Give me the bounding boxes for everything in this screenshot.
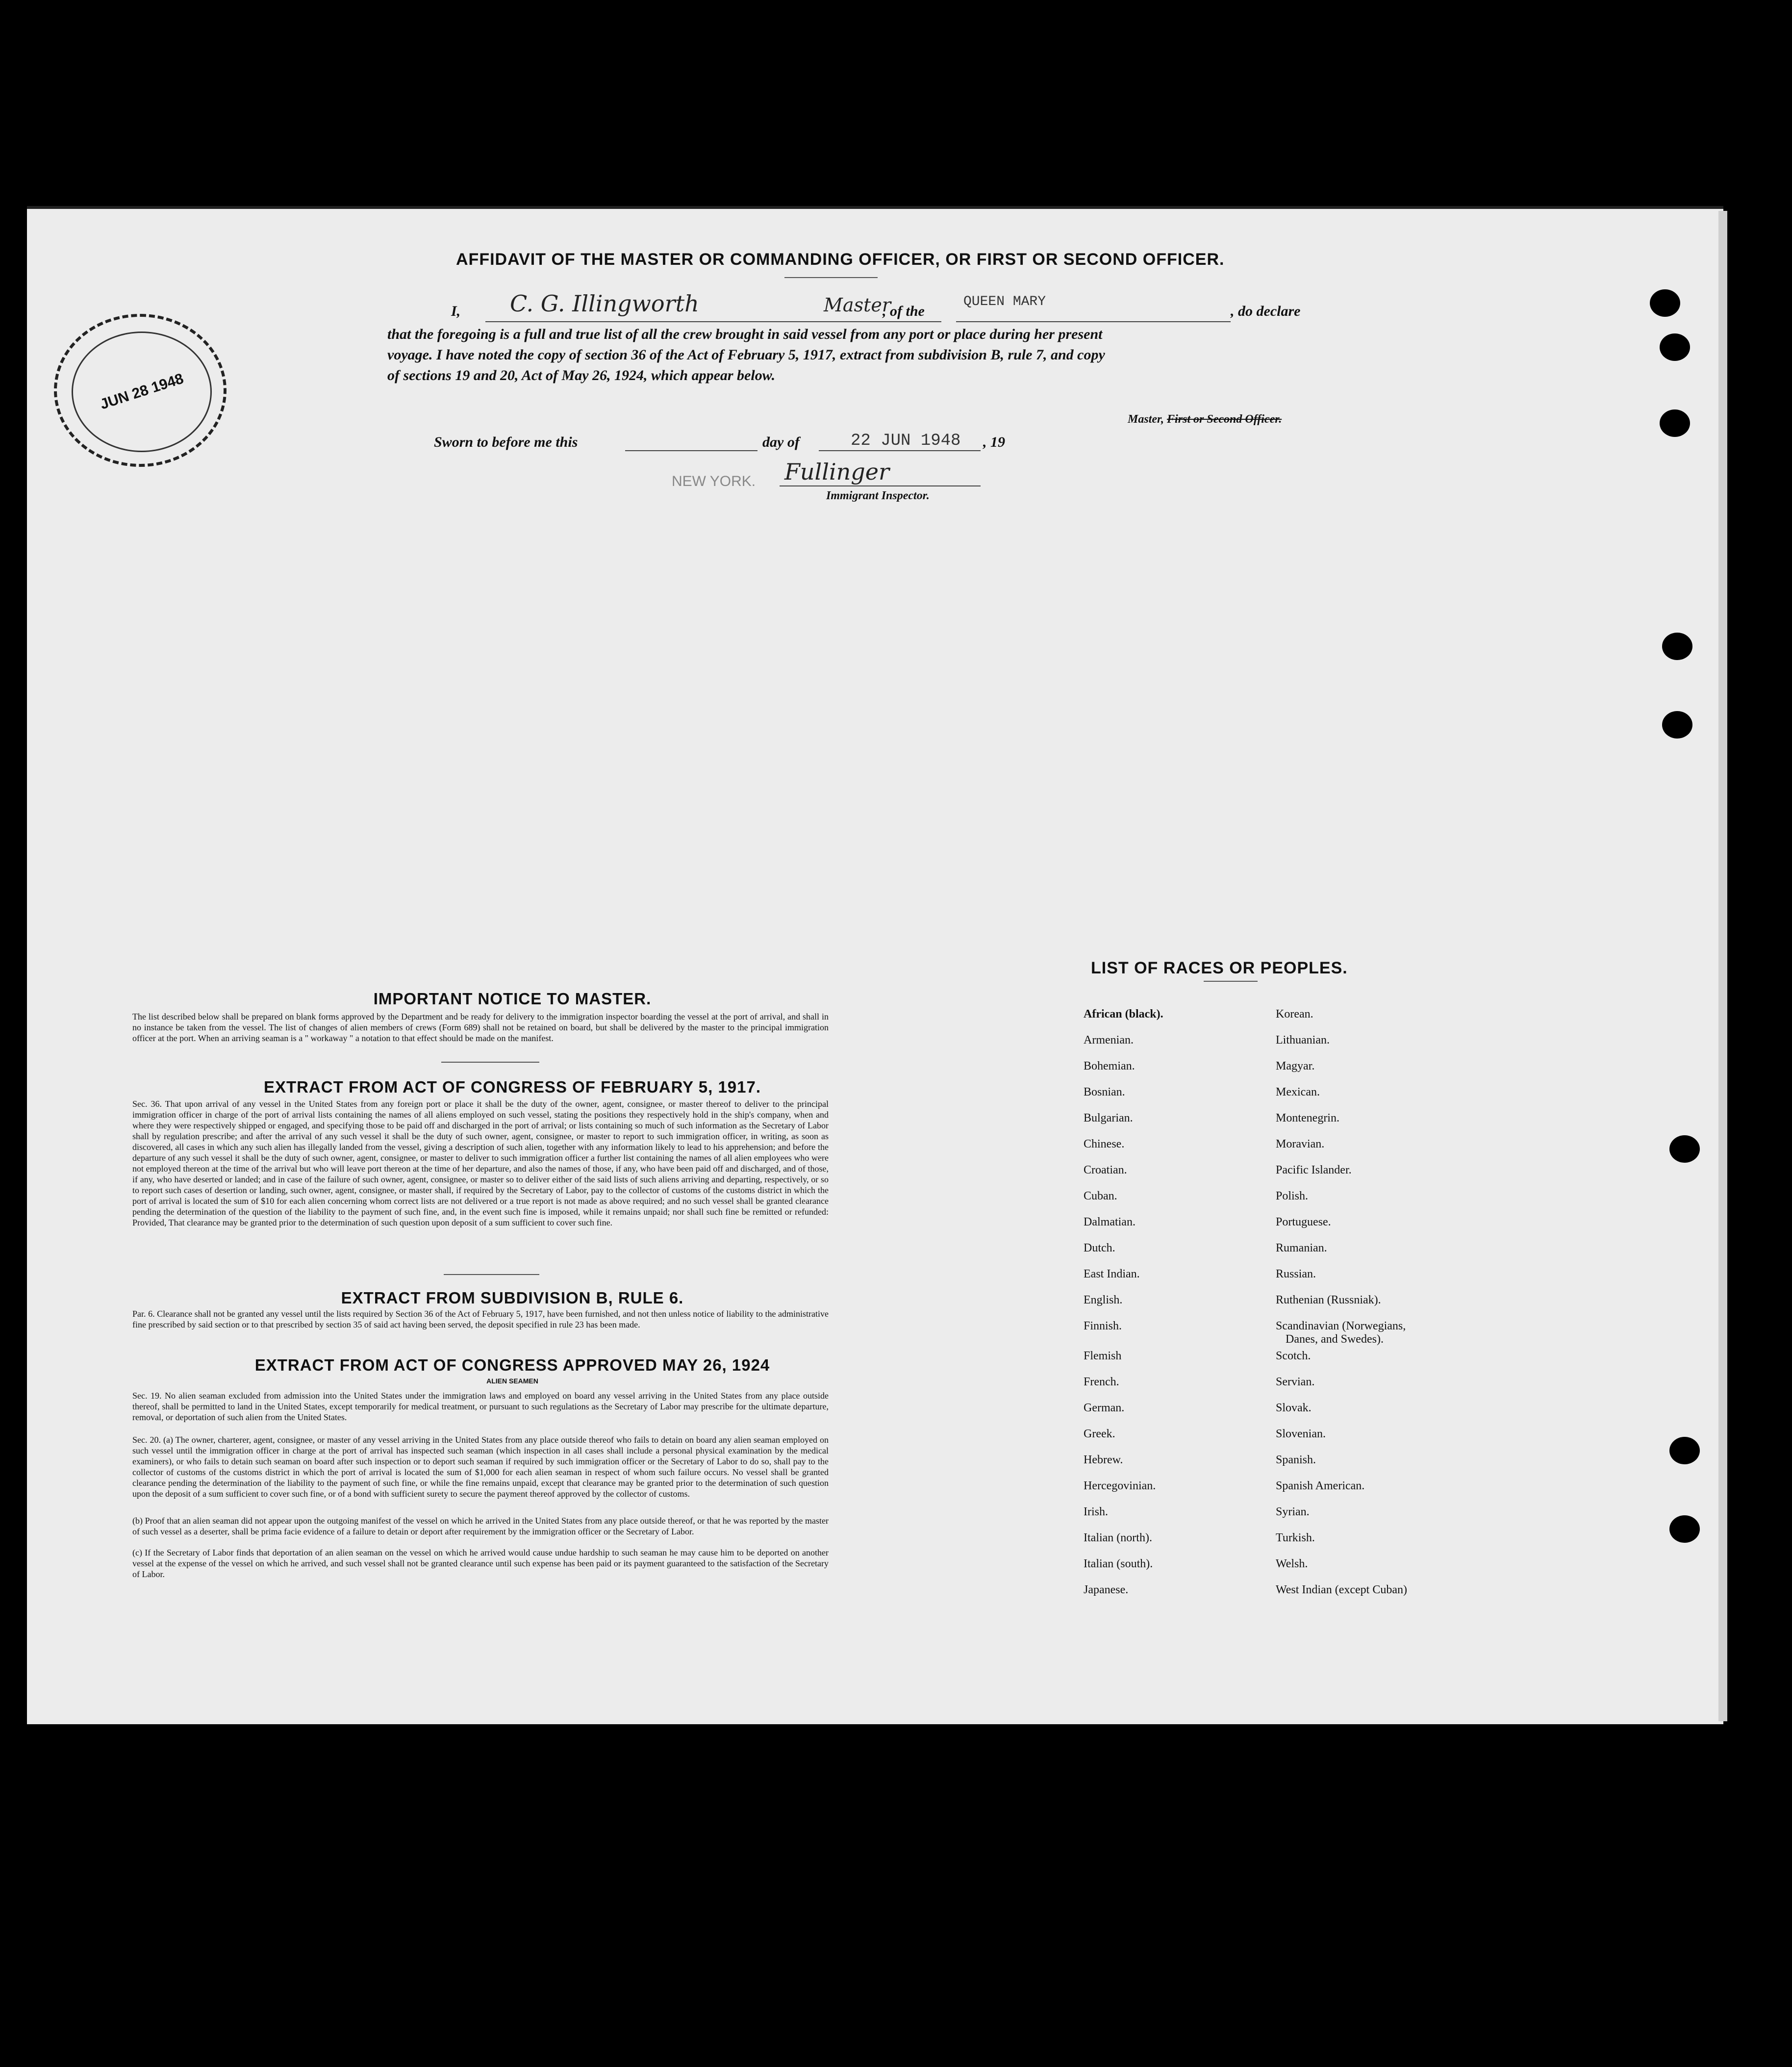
race-item: Mexican.	[1276, 1086, 1320, 1098]
vessel-line	[956, 321, 1231, 322]
punch-hole	[1662, 633, 1692, 660]
race-item: Bulgarian.	[1084, 1112, 1133, 1124]
affidavit-of-the: , of the	[883, 303, 925, 319]
extract-1924-subtitle: ALIEN SEAMEN	[486, 1377, 538, 1385]
inspector-caption: Immigrant Inspector.	[826, 489, 930, 502]
race-item-continuation: Danes, and Swedes).	[1286, 1333, 1384, 1346]
port-stamp: NEW YORK.	[672, 473, 756, 489]
extract-1924-sec20c: (c) If the Secretary of Labor finds that deportation of an alien seaman on the vessel on which he arrived would cause undue hardship to such seaman he may cause him to be deported on another vessel at the expense of the vessel on which he arrived, and such vessel shall not be granted clearance until such expense has been paid or its payment guaranteed to the satisfaction of the Secretary of Labor.	[132, 1548, 829, 1579]
notice-title: IMPORTANT NOTICE TO MASTER.	[373, 990, 652, 1008]
extract-1924-sec19: Sec. 19. No alien seaman excluded from admission into the United States under the immigration laws and employed on board any vessel arriving in the United States from any place outside thereof, shall be permitted to land in the United States, except temporarily for medical treatment, or pursuant to such regulations as the Secretary of Labor may prescribe for the ultimate departure, removal, or deportation of such alien from the United States.	[132, 1391, 829, 1422]
extract-1917-body: Sec. 36. That upon arrival of any vessel in the United States from any foreign port or place it shall be the duty of the owner, agent, consignee, or master thereof to deliver to the principal immigration officer in charge of the port of arrival lists containing the names of all aliens employed on such vessel, stating the positions they respectively hold in the ship's company, when and where they were respectively shipped or engaged, and specifying those to be paid off and discharged in the port of arrival; or lists containing so much of such information as the Secretary of Labor shall by regulation prescribe; and after the arrival of any such vessel it shall be the duty of such owner, agent, consignee, or master to report to such immigration officer, in writing, as soon as discovered, all cases in which any such alien has illegally landed from the vessel, giving a description of such alien, together with any information likely to lead to his apprehension; and before the departure of any such vessel it shall be the duty of such owner, agent, consignee, or master to deliver to such immigration officer a further list containing the names of all alien employees who were not employed thereon at the time of the arrival but who will leave port thereon at the time of her departure, and also the names of those, if any, who have been paid off and discharged, and of those, if any, who have deserted or landed; and in case of the failure of such owner, agent, consignee, or master so to deliver either of the said lists of such aliens arriving and departing, respectively, or so to report such cases of desertion or landing, such owner, agent, consignee, or master shall, if required by the Secretary of Labor, pay to the collector of customs of the customs district in which the port of arrival is located the sum of $10 for each alien concerning whom correct lists are not delivered or a true report is not made as above required; and no such vessel shall be granted clearance pending the determination of the question of the liability to the payment of such fine, and, in the event such fine is imposed, while it remains unpaid; nor shall such fine be remitted or refunded: Provided, That clearance may be granted prior to the determination of such question upon deposit of a sum sufficient to cover such fine.	[132, 1099, 829, 1227]
race-item: Servian.	[1276, 1376, 1315, 1388]
race-item: Dalmatian.	[1084, 1216, 1136, 1228]
race-item: Spanish American.	[1276, 1480, 1365, 1492]
race-item: Portuguese.	[1276, 1216, 1331, 1228]
page-edge	[1718, 211, 1727, 1721]
race-item: Scandinavian (Norwegians,	[1276, 1320, 1406, 1332]
race-item: Korean.	[1276, 1008, 1313, 1021]
race-item: Bosnian.	[1084, 1086, 1125, 1098]
stamp-date-text: JUN 28 1948	[98, 370, 186, 413]
race-item: Japanese.	[1084, 1583, 1129, 1596]
race-item: Welsh.	[1276, 1557, 1308, 1570]
master-name-signature: C. G. Illingworth	[510, 290, 699, 317]
affidavit-line-4: of sections 19 and 20, Act of May 26, 1924, which appear below.	[387, 367, 776, 383]
master-caption-struck: First or Second Officer.	[1167, 413, 1282, 426]
race-item: Polish.	[1276, 1190, 1309, 1202]
race-item: Ruthenian (Russniak).	[1276, 1294, 1381, 1306]
divider	[1204, 981, 1258, 982]
name-line	[485, 321, 941, 322]
race-item: Bohemian.	[1084, 1060, 1135, 1072]
notice-body: The list described below shall be prepared on blank forms approved by the Department and be ready for delivery to the immigration inspector boarding the vessel at the port of arrival, and shall in no instance be taken from the vessel. The list of changes of alien members of crews (Form 689) shall not be retained on board, but shall be delivered by the master to the principal immigration officer at the port. When an arriving seaman is a " workaway " a notation to that effect should be made on the manifest.	[132, 1012, 829, 1043]
punch-hole	[1650, 289, 1680, 317]
race-item: Lithuanian.	[1276, 1034, 1330, 1046]
affidavit-title: AFFIDAVIT OF THE MASTER OR COMMANDING OFFICER, OR FIRST OR SECOND OFFICER.	[456, 250, 1225, 269]
race-item: Scotch.	[1276, 1350, 1311, 1362]
race-item: Slovak.	[1276, 1402, 1312, 1414]
race-item: Slovenian.	[1276, 1428, 1326, 1440]
race-item: Cuban.	[1084, 1190, 1117, 1202]
divider	[441, 1062, 539, 1063]
race-item: Russian.	[1276, 1268, 1316, 1280]
race-item: Flemish	[1084, 1350, 1122, 1362]
race-item: French.	[1084, 1376, 1119, 1388]
sworn-day-line	[625, 450, 757, 451]
date-stamp-text: 22 JUN 1948	[851, 432, 961, 450]
day-of-label: day of	[762, 434, 800, 450]
punch-hole	[1669, 1437, 1700, 1464]
punch-hole	[1669, 1135, 1700, 1163]
punch-hole	[1660, 333, 1690, 361]
divider	[784, 277, 878, 278]
inspector-line	[780, 485, 981, 486]
master-rank-signature: Master	[824, 294, 891, 316]
race-item: Montenegrin.	[1276, 1112, 1339, 1124]
affidavit-do-declare: , do declare	[1231, 303, 1301, 319]
race-item: Greek.	[1084, 1428, 1115, 1440]
race-item: Hebrew.	[1084, 1454, 1123, 1466]
race-item: Pacific Islander.	[1276, 1164, 1352, 1176]
race-item: Spanish.	[1276, 1454, 1316, 1466]
affidavit-line-3: voyage. I have noted the copy of section 36 of the Act of February 5, 1917, extract from subdivision B, rule 7, and copy	[387, 347, 1105, 363]
race-item: English.	[1084, 1294, 1123, 1306]
race-item: Moravian.	[1276, 1138, 1325, 1150]
race-item: Magyar.	[1276, 1060, 1315, 1072]
master-caption	[1128, 413, 1282, 426]
race-item: Hercegovinian.	[1084, 1480, 1156, 1492]
race-item: Armenian.	[1084, 1034, 1134, 1046]
master-caption-master: Master,	[1128, 413, 1164, 426]
affidavit-i-label: I,	[451, 303, 461, 319]
race-item: Dutch.	[1084, 1242, 1115, 1254]
race-item: Irish.	[1084, 1506, 1108, 1518]
rule6-body: Par. 6. Clearance shall not be granted any vessel until the lists required by Section 36 of the Act of February 5, 1917, have been furnished, and not then unless notice of liability to the administrative fine prescribed by said section or to that prescribed by section 35 of said act having been served, the deposit specified in rule 23 has been made.	[132, 1309, 829, 1329]
date-stamp-seal	[54, 314, 227, 467]
race-item: Croatian.	[1084, 1164, 1127, 1176]
sworn-label: Sworn to before me this	[434, 434, 578, 450]
race-item: Italian (south).	[1084, 1557, 1153, 1570]
race-item: German.	[1084, 1402, 1125, 1414]
extract-1917-title: EXTRACT FROM ACT OF CONGRESS OF FEBRUARY 5, 1917.	[263, 1078, 761, 1096]
race-item: Syrian.	[1276, 1506, 1310, 1518]
vessel-name: QUEEN MARY	[963, 294, 1046, 309]
affidavit-line-2: that the foregoing is a full and true list of all the crew brought in said vessel from any port or place during her present	[387, 326, 1103, 342]
race-item: West Indian (except Cuban)	[1276, 1583, 1407, 1596]
punch-hole	[1662, 711, 1692, 739]
race-item: Rumanian.	[1276, 1242, 1327, 1254]
race-item: Italian (north).	[1084, 1531, 1152, 1544]
race-item: Turkish.	[1276, 1531, 1315, 1544]
race-item: African (black).	[1084, 1008, 1163, 1021]
inspector-signature: Fullinger	[784, 459, 889, 485]
divider	[444, 1274, 539, 1275]
races-title: LIST OF RACES OR PEOPLES.	[1091, 959, 1348, 977]
year-suffix: , 19	[983, 434, 1005, 450]
race-item: East Indian.	[1084, 1268, 1140, 1280]
punch-hole	[1660, 409, 1690, 437]
extract-1924-sec20a: Sec. 20. (a) The owner, charterer, agent, consignee, or master of any vessel arriving in the United States from any place outside thereof who fails to detain on board any alien seaman employed on such vessel until the immigration officer in charge at the port of arrival has inspected such seaman (which inspection in all cases shall include a personal physical examination by the medical examiners), or who fails to detain such seaman on board after such inspection or to deport such seaman if required by such immigration officer or the Secretary of Labor to do so, shall pay to the collector of customs of the customs district in which the port of arrival is located the sum of $1,000 for each alien seaman in respect of whom such failure occurs. No vessel shall be granted clearance pending the determination of the liability to the payment of such fine, or while the fine remains unpaid, except that clearance may be granted prior to the determination of such question upon the deposit of a sum sufficient to cover such fine, or of a bond with sufficient surety to secure the payment thereof approved by the collector of customs.	[132, 1435, 829, 1499]
extract-1924-title: EXTRACT FROM ACT OF CONGRESS APPROVED MAY 26, 1924	[254, 1356, 770, 1374]
race-item: Chinese.	[1084, 1138, 1125, 1150]
race-item: Finnish.	[1084, 1320, 1122, 1332]
extract-1924-sec20b: (b) Proof that an alien seaman did not appear upon the outgoing manifest of the vessel on which he arrived in the United States from any place outside thereof, or that he was reported by the master of such vessel as a deserter, shall be prima facie evidence of a failure to detain or deport after requirement by the immigration officer or the Secretary of Labor.	[132, 1516, 829, 1536]
date-line	[819, 450, 981, 451]
punch-hole	[1669, 1515, 1700, 1543]
rule6-title: EXTRACT FROM SUBDIVISION B, RULE 6.	[341, 1289, 684, 1307]
